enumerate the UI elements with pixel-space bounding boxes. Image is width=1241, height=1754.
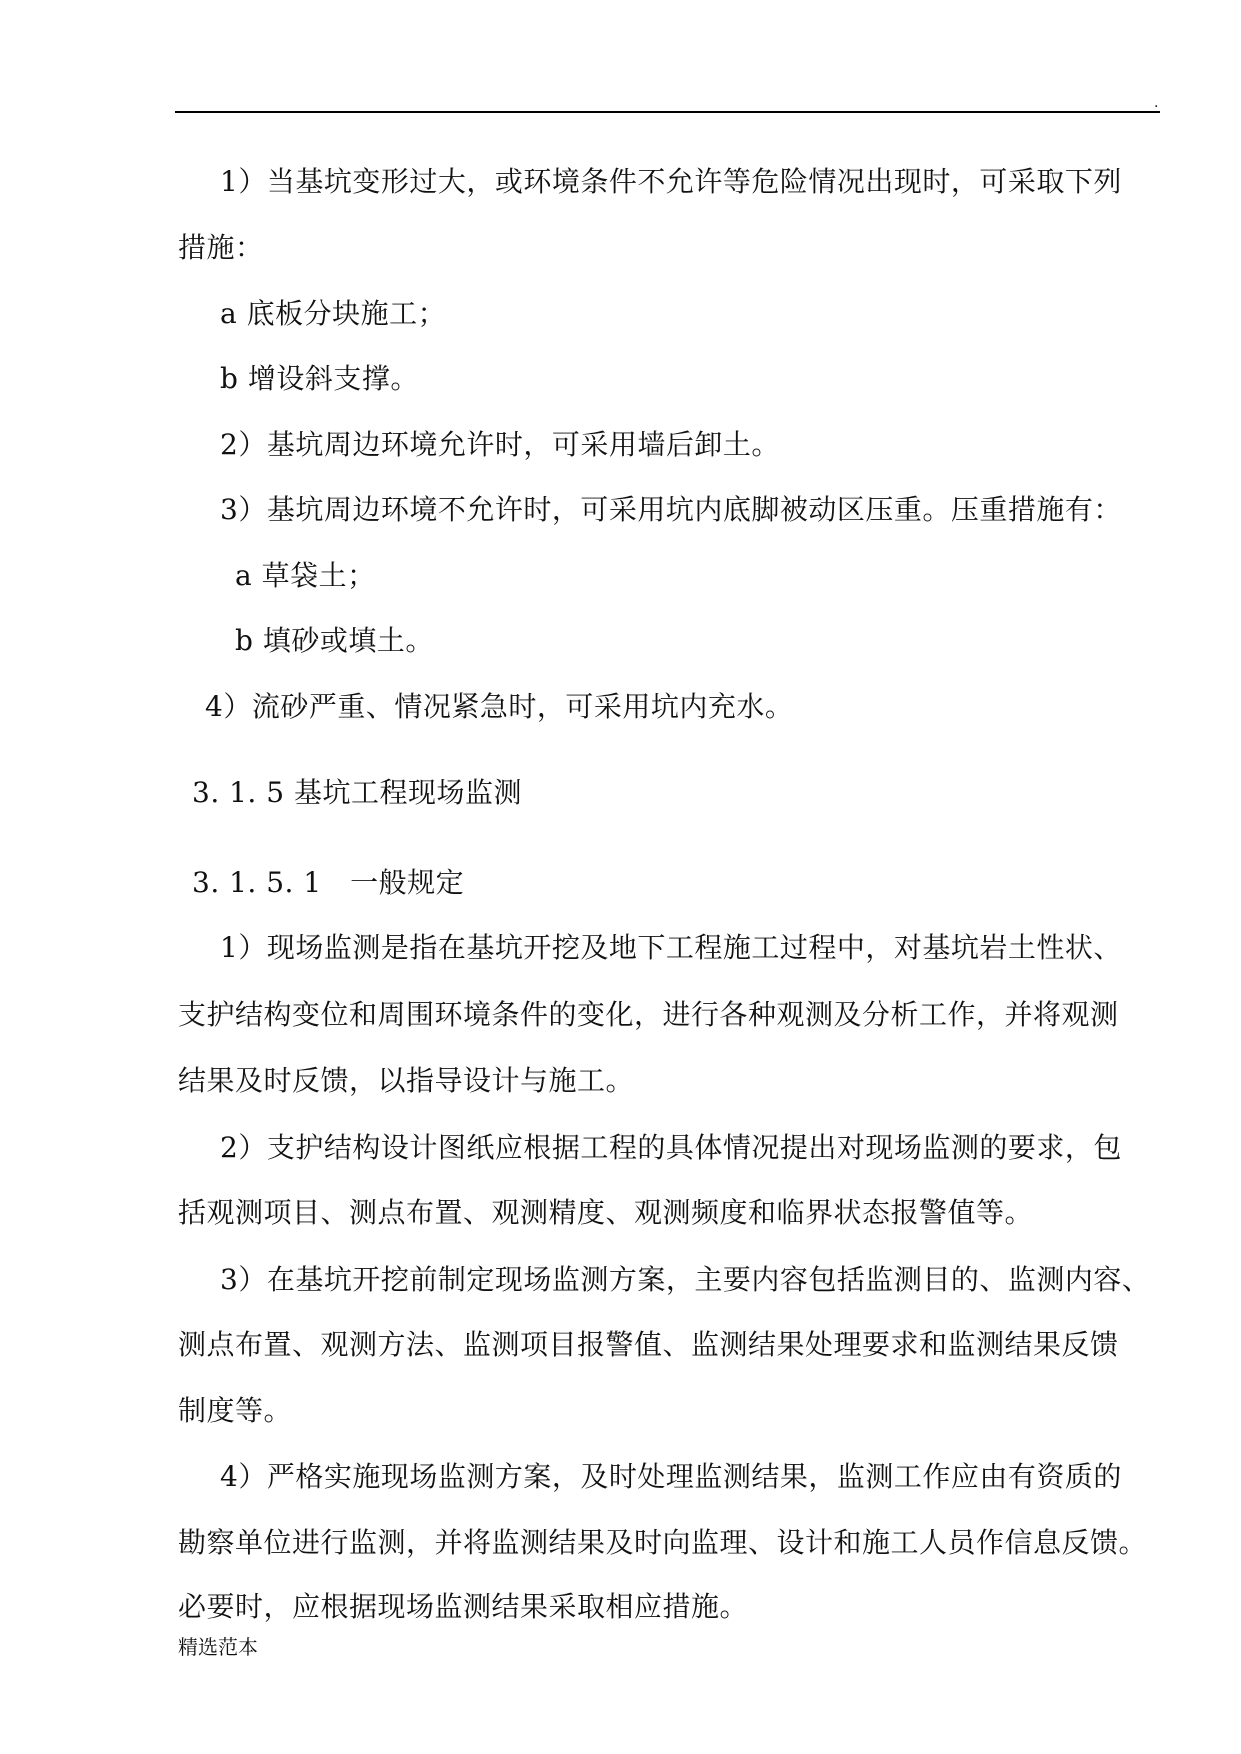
- text-line: 3）在基坑开挖前制定现场监测方案，主要内容包括监测目的、监测内容、: [220, 1263, 1151, 1296]
- subsection-heading: 3. 1. 5. 1 一般规定: [192, 866, 465, 899]
- text-line: a 底板分块施工；: [220, 297, 447, 330]
- text-line: 制度等。: [178, 1394, 293, 1427]
- header-rule: [175, 111, 1160, 113]
- text-line: 括观测项目、测点布置、观测精度、观测频度和临界状态报警值等。: [178, 1196, 1034, 1229]
- text-line: 3）基坑周边环境不允许时，可采用坑内底脚被动区压重。压重措施有：: [220, 493, 1122, 526]
- text-line: 结果及时反馈，以指导设计与施工。: [178, 1064, 635, 1097]
- text-line: 1）当基坑变形过大，或环境条件不允许等危险情况出现时，可采取下列: [220, 165, 1122, 198]
- text-line: 4）严格实施现场监测方案，及时处理监测结果，监测工作应由有资质的: [220, 1460, 1122, 1493]
- text-line: 必要时，应根据现场监测结果采取相应措施。: [178, 1590, 749, 1623]
- text-line: 2）支护结构设计图纸应根据工程的具体情况提出对现场监测的要求，包: [220, 1131, 1122, 1164]
- text-line: b 填砂或填土。: [235, 624, 434, 657]
- text-line: 支护结构变位和周围环境条件的变化，进行各种观测及分析工作，并将观测: [178, 998, 1119, 1031]
- text-line: 2）基坑周边环境允许时，可采用墙后卸土。: [220, 428, 780, 461]
- text-line: b 增设斜支撑。: [220, 362, 419, 395]
- footer-label: 精选范本: [178, 1635, 258, 1659]
- header-dot: .: [1154, 95, 1159, 111]
- text-line: a 草袋土；: [235, 559, 376, 592]
- text-line: 措施：: [178, 231, 264, 264]
- section-heading: 3. 1. 5 基坑工程现场监测: [192, 776, 522, 809]
- text-line: 4）流砂严重、情况紧急时，可采用坑内充水。: [205, 690, 794, 723]
- text-line: 测点布置、观测方法、监测项目报警值、监测结果处理要求和监测结果反馈: [178, 1328, 1119, 1361]
- text-line: 勘察单位进行监测，并将监测结果及时向监理、设计和施工人员作信息反馈。: [178, 1526, 1148, 1559]
- text-line: 1）现场监测是指在基坑开挖及地下工程施工过程中，对基坑岩土性状、: [220, 931, 1122, 964]
